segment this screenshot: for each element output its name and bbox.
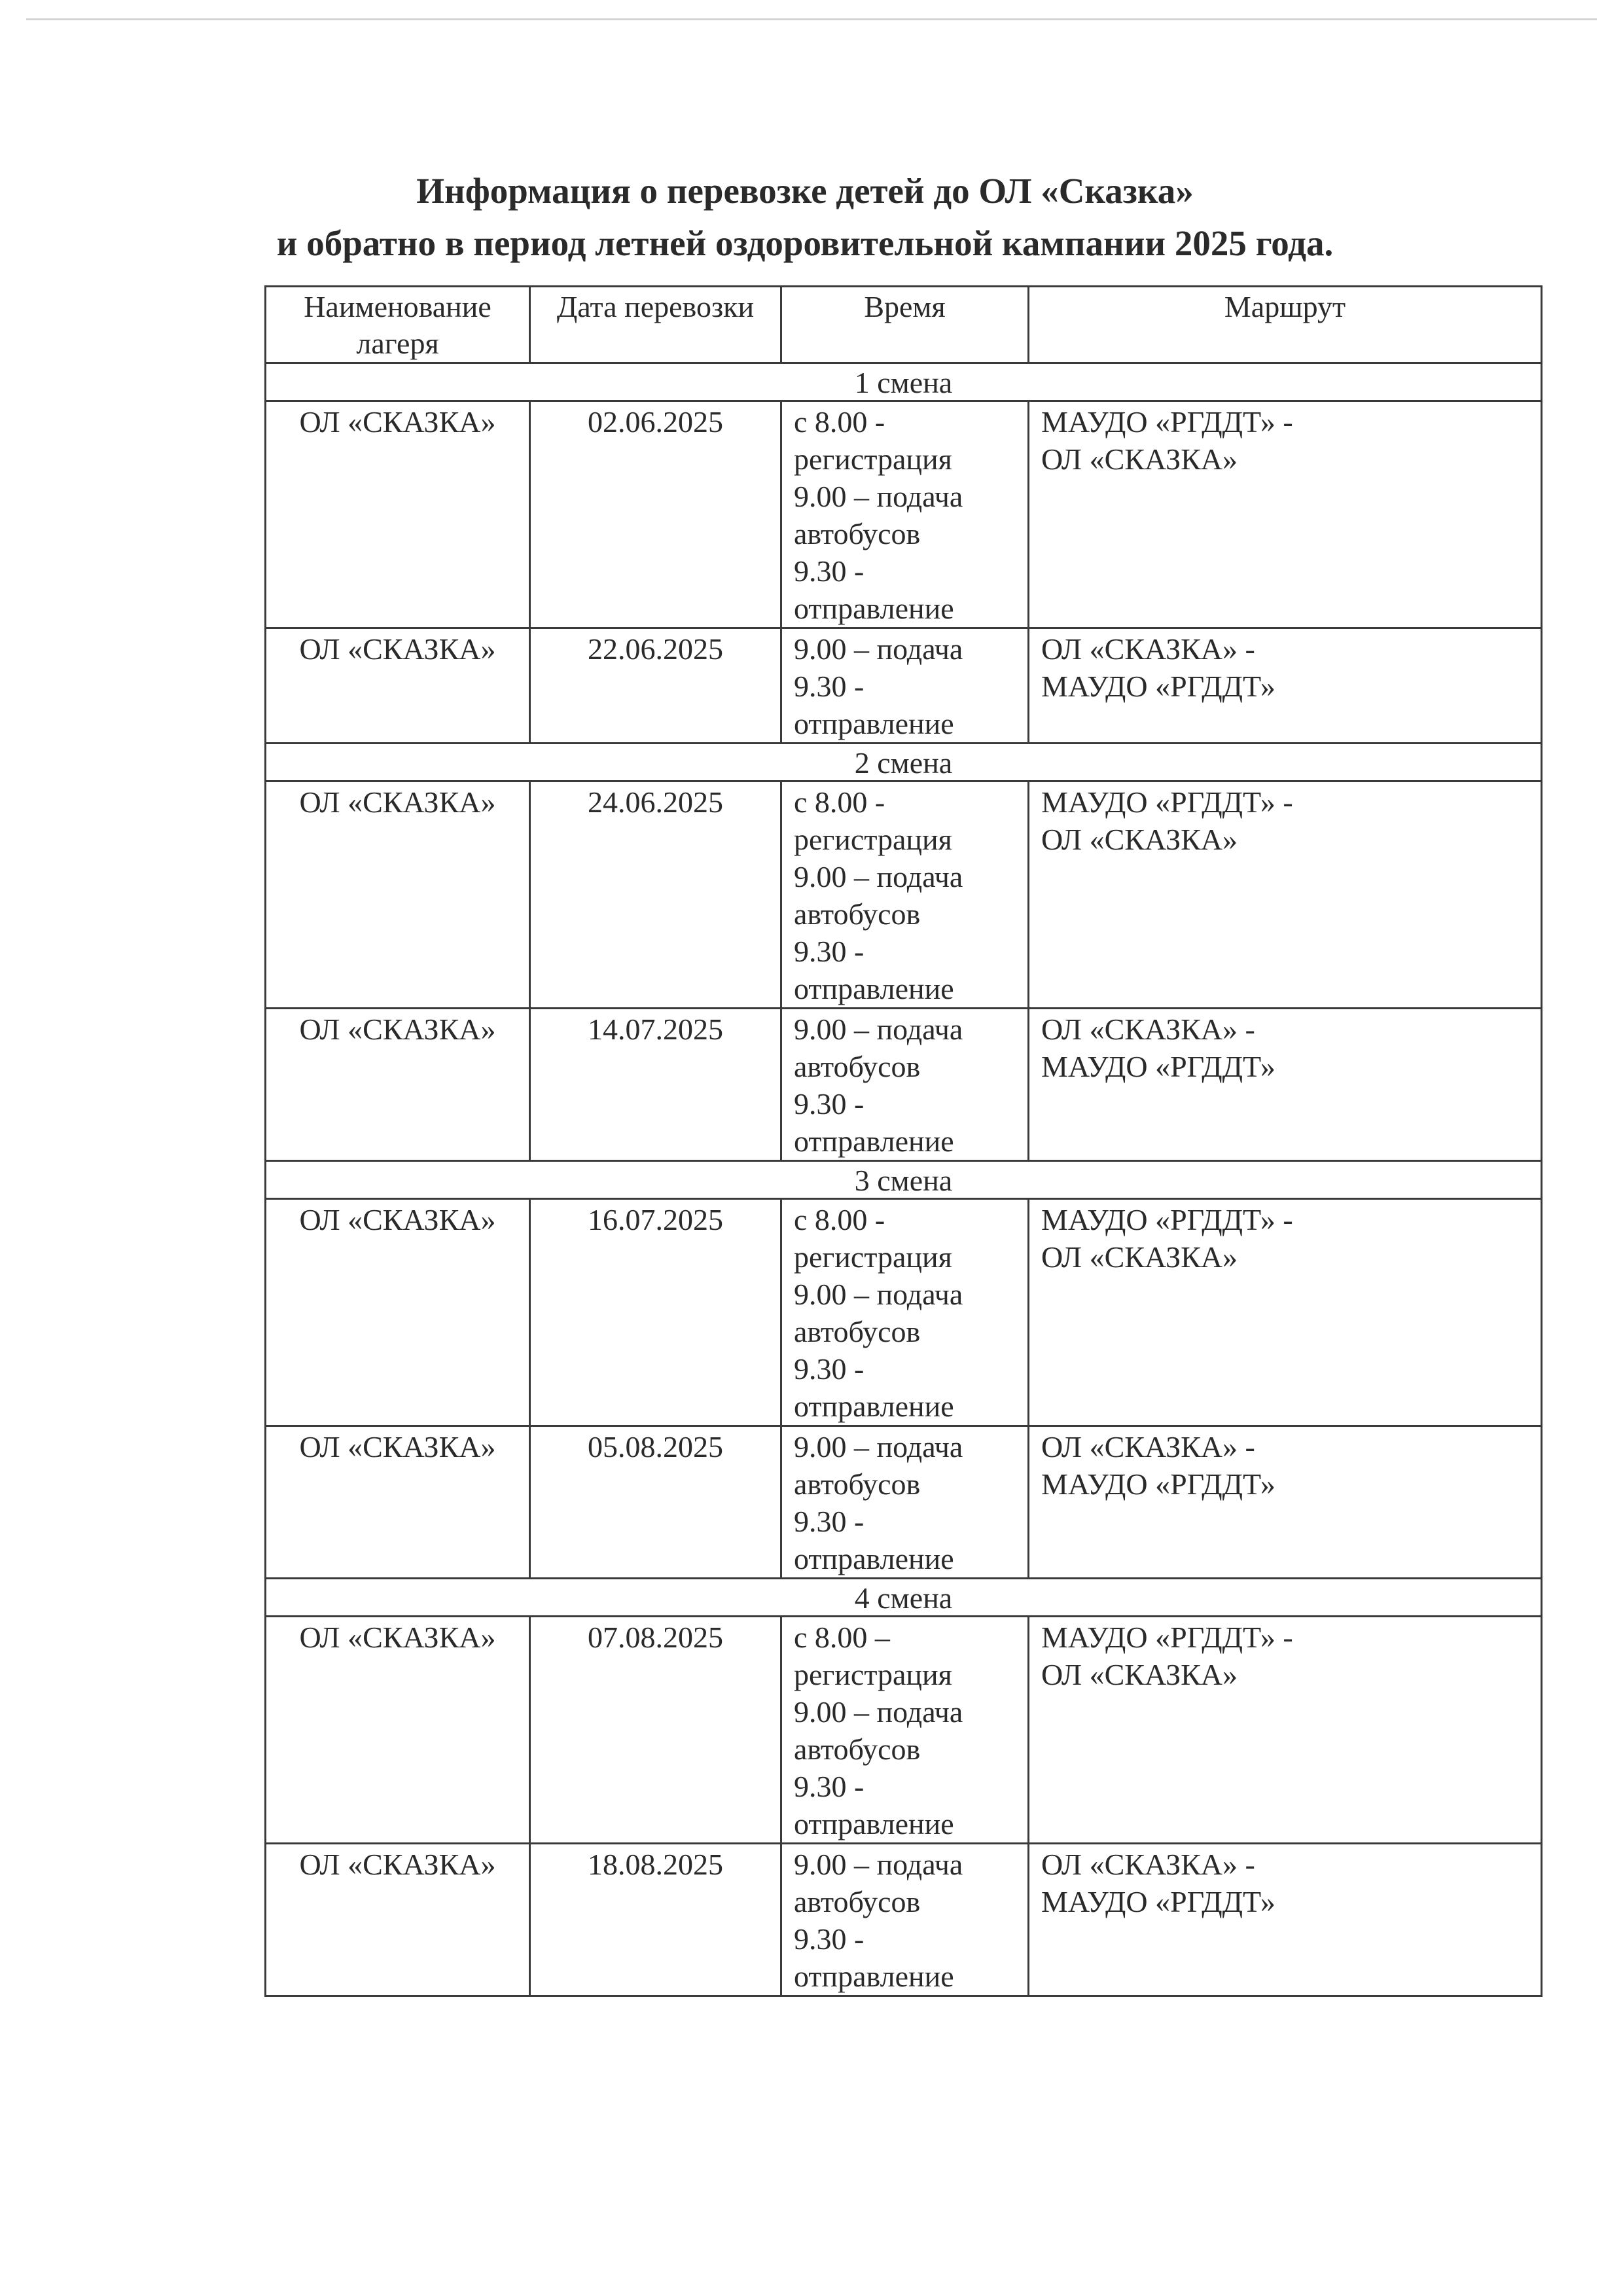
time-line: 9.30 - <box>794 554 865 588</box>
shift-label: 2 смена <box>266 744 1542 781</box>
title-line-1: Информация о перевозке детей до ОЛ «Сказка» <box>416 171 1194 211</box>
time-line: регистрация <box>794 1658 952 1691</box>
time-cell <box>781 628 1029 744</box>
shift-row <box>266 1579 1542 1617</box>
time-cell <box>781 781 1029 1009</box>
time-cell <box>781 401 1029 628</box>
route-line: МАУДО «РГДДТ» - <box>1041 1621 1293 1654</box>
route-line: ОЛ «СКАЗКА» <box>1041 442 1238 476</box>
time-line: автобусов <box>794 1732 921 1766</box>
camp-cell: ОЛ «СКАЗКА» <box>266 1426 530 1579</box>
time-line: регистрация <box>794 442 952 476</box>
time-line: с 8.00 - <box>794 405 885 439</box>
time-line: автобусов <box>794 517 921 550</box>
route-line: ОЛ «СКАЗКА» <box>1041 1240 1238 1274</box>
route-line: МАУДО «РГДДТ» - <box>1041 1203 1293 1236</box>
title-line-2: и обратно в период летней оздоровительной кампании 2025 года. <box>276 223 1334 263</box>
time-line: 9.30 - <box>794 935 865 968</box>
shift-row <box>266 363 1542 401</box>
time-line: отправление <box>794 1390 954 1423</box>
route-cell <box>1029 628 1542 744</box>
time-line: 9.00 – подача <box>794 1695 963 1729</box>
date-cell: 22.06.2025 <box>530 628 781 744</box>
camp-cell: ОЛ «СКАЗКА» <box>266 628 530 744</box>
table-row <box>266 628 1542 744</box>
camp-cell: ОЛ «СКАЗКА» <box>266 1199 530 1426</box>
time-line: отправление <box>794 592 954 625</box>
time-line: 9.30 - <box>794 670 865 703</box>
shift-row <box>266 1161 1542 1199</box>
time-line: 9.30 - <box>794 1352 865 1386</box>
time-line: 9.30 - <box>794 1922 865 1956</box>
route-line: МАУДО «РГДДТ» <box>1041 1467 1275 1501</box>
time-line: 9.00 – подача <box>794 1278 963 1311</box>
route-line: МАУДО «РГДДТ» - <box>1041 785 1293 819</box>
date-cell: 05.08.2025 <box>530 1426 781 1579</box>
route-cell <box>1029 1009 1542 1161</box>
time-line: регистрация <box>794 1240 952 1274</box>
scan-edge-line <box>26 18 1597 20</box>
time-line: автобусов <box>794 1885 921 1918</box>
table-row <box>266 1844 1542 1996</box>
camp-cell: ОЛ «СКАЗКА» <box>266 1844 530 1996</box>
shift-row <box>266 744 1542 781</box>
camp-cell: ОЛ «СКАЗКА» <box>266 401 530 628</box>
time-line: отправление <box>794 1807 954 1840</box>
date-cell: 07.08.2025 <box>530 1617 781 1844</box>
time-line: автобусов <box>794 1467 921 1501</box>
route-line: ОЛ «СКАЗКА» - <box>1041 632 1255 666</box>
time-line: с 8.00 - <box>794 785 885 819</box>
route-cell <box>1029 401 1542 628</box>
time-cell <box>781 1617 1029 1844</box>
time-line: отправление <box>794 707 954 740</box>
time-cell <box>781 1844 1029 1996</box>
time-line: регистрация <box>794 823 952 856</box>
table-row <box>266 1009 1542 1161</box>
time-line: автобусов <box>794 1315 921 1348</box>
header-date: Дата перевозки <box>530 287 781 363</box>
header-time: Время <box>781 287 1029 363</box>
transport-schedule-table <box>264 285 1543 1997</box>
time-line: с 8.00 - <box>794 1203 885 1236</box>
route-line: МАУДО «РГДДТ» - <box>1041 405 1293 439</box>
time-line: 9.00 – подача <box>794 1848 963 1881</box>
time-line: с 8.00 – <box>794 1621 890 1654</box>
date-cell: 16.07.2025 <box>530 1199 781 1426</box>
table-row <box>266 401 1542 628</box>
table-row <box>266 781 1542 1009</box>
date-cell: 24.06.2025 <box>530 781 781 1009</box>
route-cell <box>1029 1199 1542 1426</box>
camp-cell: ОЛ «СКАЗКА» <box>266 1009 530 1161</box>
route-line: ОЛ «СКАЗКА» <box>1041 823 1238 856</box>
route-line: ОЛ «СКАЗКА» <box>1041 1658 1238 1691</box>
time-cell <box>781 1199 1029 1426</box>
time-line: автобусов <box>794 897 921 931</box>
time-line: отправление <box>794 972 954 1005</box>
header-camp-name: Наименование лагеря <box>266 287 530 363</box>
route-cell <box>1029 781 1542 1009</box>
time-line: 9.00 – подача <box>794 632 963 666</box>
time-line: автобусов <box>794 1050 921 1083</box>
date-cell: 18.08.2025 <box>530 1844 781 1996</box>
route-line: МАУДО «РГДДТ» <box>1041 1885 1275 1918</box>
route-line: ОЛ «СКАЗКА» - <box>1041 1013 1255 1046</box>
table-header-row <box>266 287 1542 363</box>
shift-label: 4 смена <box>266 1579 1542 1617</box>
time-cell <box>781 1426 1029 1579</box>
route-line: ОЛ «СКАЗКА» - <box>1041 1430 1255 1463</box>
table-row <box>266 1199 1542 1426</box>
time-line: 9.30 - <box>794 1505 865 1538</box>
time-cell <box>781 1009 1029 1161</box>
route-cell <box>1029 1426 1542 1579</box>
date-cell: 14.07.2025 <box>530 1009 781 1161</box>
time-line: отправление <box>794 1960 954 1993</box>
shift-label: 3 смена <box>266 1161 1542 1199</box>
time-line: 9.30 - <box>794 1770 865 1803</box>
time-line: 9.00 – подача <box>794 1013 963 1046</box>
route-cell <box>1029 1617 1542 1844</box>
document-title <box>196 165 1414 270</box>
time-line: 9.30 - <box>794 1087 865 1121</box>
time-line: 9.00 – подача <box>794 480 963 513</box>
date-cell: 02.06.2025 <box>530 401 781 628</box>
route-cell <box>1029 1844 1542 1996</box>
time-line: 9.00 – подача <box>794 860 963 893</box>
route-line: МАУДО «РГДДТ» <box>1041 1050 1275 1083</box>
time-line: 9.00 – подача <box>794 1430 963 1463</box>
time-line: отправление <box>794 1124 954 1158</box>
header-route: Маршрут <box>1029 287 1542 363</box>
table-row <box>266 1426 1542 1579</box>
time-line: отправление <box>794 1542 954 1575</box>
shift-label: 1 смена <box>266 363 1542 401</box>
camp-cell: ОЛ «СКАЗКА» <box>266 1617 530 1844</box>
route-line: ОЛ «СКАЗКА» - <box>1041 1848 1255 1881</box>
table-row <box>266 1617 1542 1844</box>
route-line: МАУДО «РГДДТ» <box>1041 670 1275 703</box>
camp-cell: ОЛ «СКАЗКА» <box>266 781 530 1009</box>
